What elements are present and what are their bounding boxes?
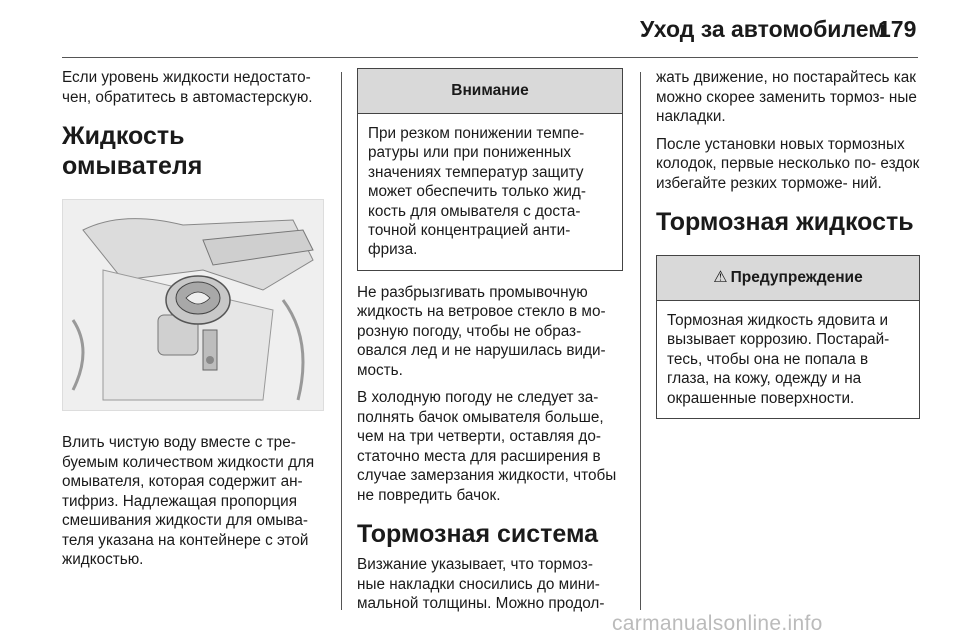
header-divider: [62, 57, 918, 58]
section-title: Уход за автомобилем: [640, 16, 886, 42]
brake-wear-paragraph: Визжание указывает, что тормоз- ные накладки сносились до мини- мальной толщины. Можно продол-: [357, 556, 605, 613]
warning-header: [657, 256, 919, 301]
warning-triangle-icon: ⚠: [713, 269, 728, 286]
reservoir-illustration: [63, 200, 323, 410]
warning-title: Предупреждение: [730, 269, 863, 286]
washer-fluid-reservoir-image: [62, 199, 324, 411]
column-2: [357, 68, 623, 622]
new-pads-paragraph: После установки новых тормозных колодок, первые несколько по- ездок избегайте резких торможе- ний.: [656, 135, 920, 192]
washer-fluid-heading: Жидкость омывателя: [62, 122, 203, 180]
column-divider-2: [640, 72, 641, 610]
brake-system-heading: Тормозная система: [357, 520, 599, 549]
intro-paragraph: Если уровень жидкости недостато- чен, обратитесь в автомастерскую.: [62, 69, 313, 106]
page-number: 179: [878, 16, 917, 42]
warning-text: Тормозная жидкость ядовита и вызывает коррозию. Постарай- тесь, чтобы она не попала в глаза, на кожу, одежду и на окрашенные поверхности.: [667, 312, 890, 407]
washer-fluid-instructions: Влить чистую воду вместе с тре- буемым количеством жидкости для омывателя, которая содержит ан- тифриз. Надлежащая пропорция смешивания жидкости для омыва- теля указана на контейнере с этой жидкостью.: [62, 434, 315, 568]
warning-box: [656, 255, 920, 419]
cold-weather-paragraph: В холодную погоду не следует за- полнять бачок омывателя больше, чем на три четверти, оставляя до- статочно места для расширения в случае замерзания жидкости, чтобы не повредить бачок.: [357, 389, 617, 504]
watermark: carmanualsonline.info: [612, 612, 823, 635]
notice-title: Внимание: [358, 69, 622, 114]
column-divider-1: [341, 72, 342, 610]
notice-box: [357, 68, 623, 271]
column-1: [62, 68, 326, 578]
frost-paragraph: Не разбрызгивать промывочную жидкость на ветровое стекло в мо- розную погоду, чтобы не образ- овался лед и не нарушилась види- мость.: [357, 283, 606, 379]
column-3: [656, 68, 920, 431]
brake-fluid-heading: Тормозная жидкость: [656, 208, 914, 236]
brake-continue-paragraph: жать движение, но постарайтесь как можно скорее заменить тормоз- ные накладки.: [656, 69, 917, 125]
notice-text: При резком понижении темпе- ратуры или при пониженных значениях температур защиту может обеспечить только жид- кость для омывателя с доста- точной концентрацией анти- фриза.: [368, 125, 586, 259]
